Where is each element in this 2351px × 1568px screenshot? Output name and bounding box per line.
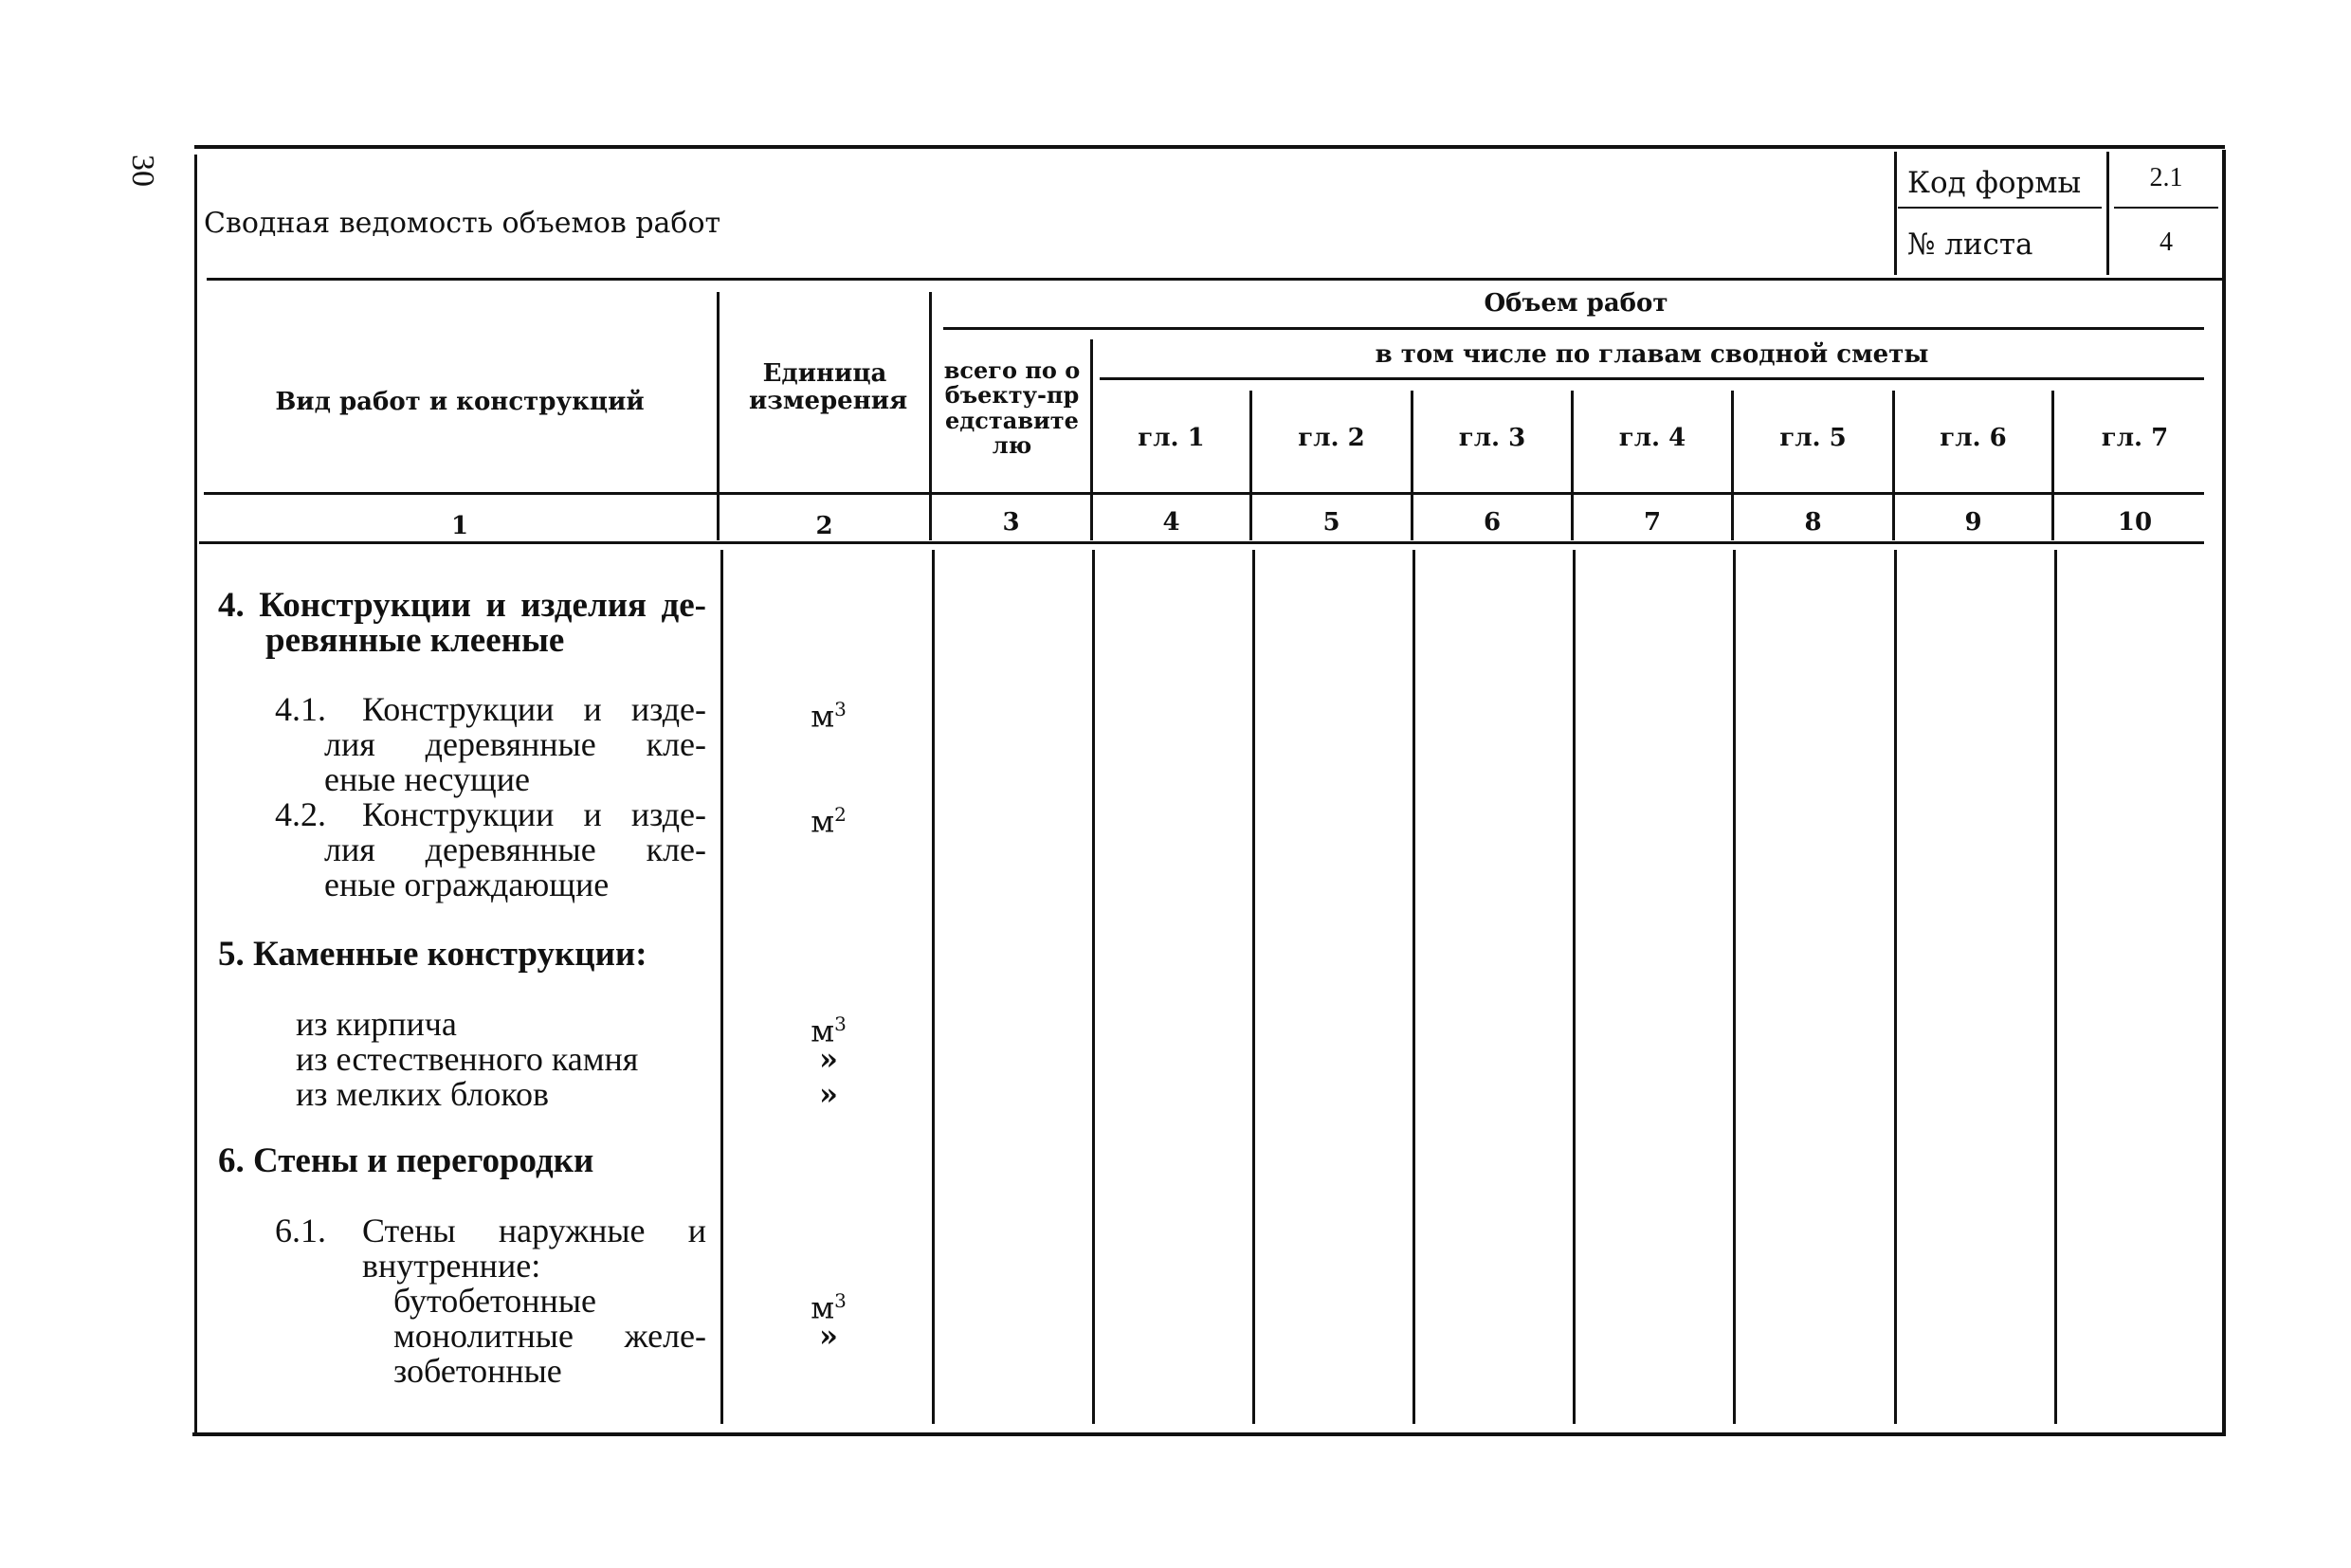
column-number: 5 bbox=[1322, 508, 1340, 537]
row-6-1-rubble-concrete: бутобетонные bbox=[393, 1282, 596, 1320]
header-sep-2 bbox=[929, 292, 932, 540]
header-chapter-3: гл. 3 bbox=[1458, 424, 1526, 452]
row-4-1-line: еные несущие bbox=[324, 760, 531, 798]
volume-group-line bbox=[943, 327, 2204, 330]
title-block-mid-line-2 bbox=[2114, 207, 2218, 209]
column-number: 3 bbox=[1002, 508, 1020, 537]
row-4-1-line: лия деревянные кле- bbox=[324, 725, 706, 763]
title-block-mid-line bbox=[1898, 207, 2102, 209]
colnum-bottom-line bbox=[199, 541, 2204, 544]
row-5-small-blocks-unit: » bbox=[819, 1076, 838, 1112]
header-unit: Единица измерения bbox=[749, 359, 908, 415]
body-sep-9 bbox=[2054, 550, 2057, 1424]
row-6-1-monolithic-line: зобетонные bbox=[393, 1352, 562, 1390]
header-chapter-7: гл. 7 bbox=[2101, 424, 2169, 452]
row-6-1-monolithic-unit: » bbox=[819, 1318, 838, 1354]
section-6-title: 6. Стены и перегородки bbox=[218, 1141, 594, 1180]
row-4-2-line: еные ограждающие bbox=[324, 866, 610, 903]
header-volume: Объем работ bbox=[1484, 289, 1668, 318]
form-code-value: 2.1 bbox=[2149, 163, 2183, 192]
frame-right-line bbox=[2222, 150, 2226, 1434]
row-4-2-line: лия деревянные кле- bbox=[324, 830, 706, 868]
form-code-label: Код формы bbox=[1907, 166, 2082, 200]
body-sep-1 bbox=[720, 550, 723, 1424]
row-5-brick: из кирпича bbox=[296, 1005, 457, 1043]
row-5-natural-stone: из естественного камня bbox=[296, 1040, 639, 1078]
header-chapter-2: гл. 2 bbox=[1298, 424, 1365, 452]
page-number: 30 bbox=[125, 155, 160, 187]
document-title: Сводная ведомость объемов работ bbox=[204, 207, 721, 240]
frame-left-line bbox=[194, 155, 197, 1434]
row-4-2-number: 4.2. bbox=[275, 795, 326, 833]
header-sep-1 bbox=[717, 292, 720, 540]
row-6-1-monolithic-line: монолитные желе- bbox=[393, 1317, 706, 1355]
column-number: 6 bbox=[1483, 508, 1502, 537]
section-4-title-cont: ревянные клееные bbox=[265, 621, 565, 660]
body-sep-5 bbox=[1412, 550, 1415, 1424]
sheet-value: 4 bbox=[2160, 228, 2173, 257]
frame-top-line bbox=[194, 145, 2225, 149]
row-6-1-line: Стены наружные и bbox=[362, 1212, 706, 1249]
header-chapters-group: в том числе по главам сводной сметы bbox=[1375, 340, 1929, 369]
column-number: 7 bbox=[1643, 508, 1662, 537]
title-block-divider-2 bbox=[2106, 152, 2109, 275]
section-4-title: 4. Конструкции и изделия де- bbox=[218, 586, 706, 625]
body-sep-3 bbox=[1092, 550, 1095, 1424]
row-5-brick-unit: $м^3$ bbox=[811, 1012, 847, 1049]
column-number: 1 bbox=[450, 512, 469, 540]
body-sep-4 bbox=[1252, 550, 1255, 1424]
row-6-1-number: 6.1. bbox=[275, 1212, 326, 1249]
column-number: 4 bbox=[1162, 508, 1180, 537]
header-chapter-1: гл. 1 bbox=[1138, 424, 1205, 452]
title-block-divider bbox=[1894, 152, 1897, 275]
header-chapter-5: гл. 5 bbox=[1779, 424, 1847, 452]
header-bottom-line bbox=[204, 492, 2204, 495]
header-work-type: Вид работ и конструкций bbox=[275, 388, 645, 416]
row-6-1-rubble-concrete-unit: $м^3$ bbox=[811, 1289, 847, 1326]
header-chapter-4: гл. 4 bbox=[1618, 424, 1686, 452]
column-number: 8 bbox=[1804, 508, 1822, 537]
chapters-group-line bbox=[1100, 377, 2204, 380]
body-sep-7 bbox=[1733, 550, 1736, 1424]
sheet-label: № листа bbox=[1907, 228, 2033, 262]
row-4-1-line: Конструкции и изде- bbox=[362, 690, 706, 728]
header-total: всего по объекту-представителю bbox=[943, 356, 1081, 460]
row-5-natural-stone-unit: » bbox=[819, 1041, 838, 1077]
row-4-1-unit: $м^3$ bbox=[811, 698, 847, 735]
row-5-small-blocks: из мелких блоков bbox=[296, 1075, 550, 1113]
body-sep-6 bbox=[1573, 550, 1576, 1424]
header-chapter-6: гл. 6 bbox=[1940, 424, 2007, 452]
row-4-2-unit: $м^2$ bbox=[811, 803, 847, 840]
row-4-2-line: Конструкции и изде- bbox=[362, 795, 706, 833]
title-block-bottom-line bbox=[207, 278, 2222, 281]
row-4-1-number: 4.1. bbox=[275, 690, 326, 728]
section-5-title: 5. Каменные конструкции: bbox=[218, 935, 647, 974]
column-number: 2 bbox=[815, 512, 833, 540]
column-number: 10 bbox=[2117, 508, 2153, 537]
frame-bottom-line bbox=[192, 1432, 2226, 1436]
body-sep-8 bbox=[1894, 550, 1897, 1424]
column-number: 9 bbox=[1964, 508, 1982, 537]
row-6-1-line: внутренние: bbox=[362, 1247, 541, 1285]
